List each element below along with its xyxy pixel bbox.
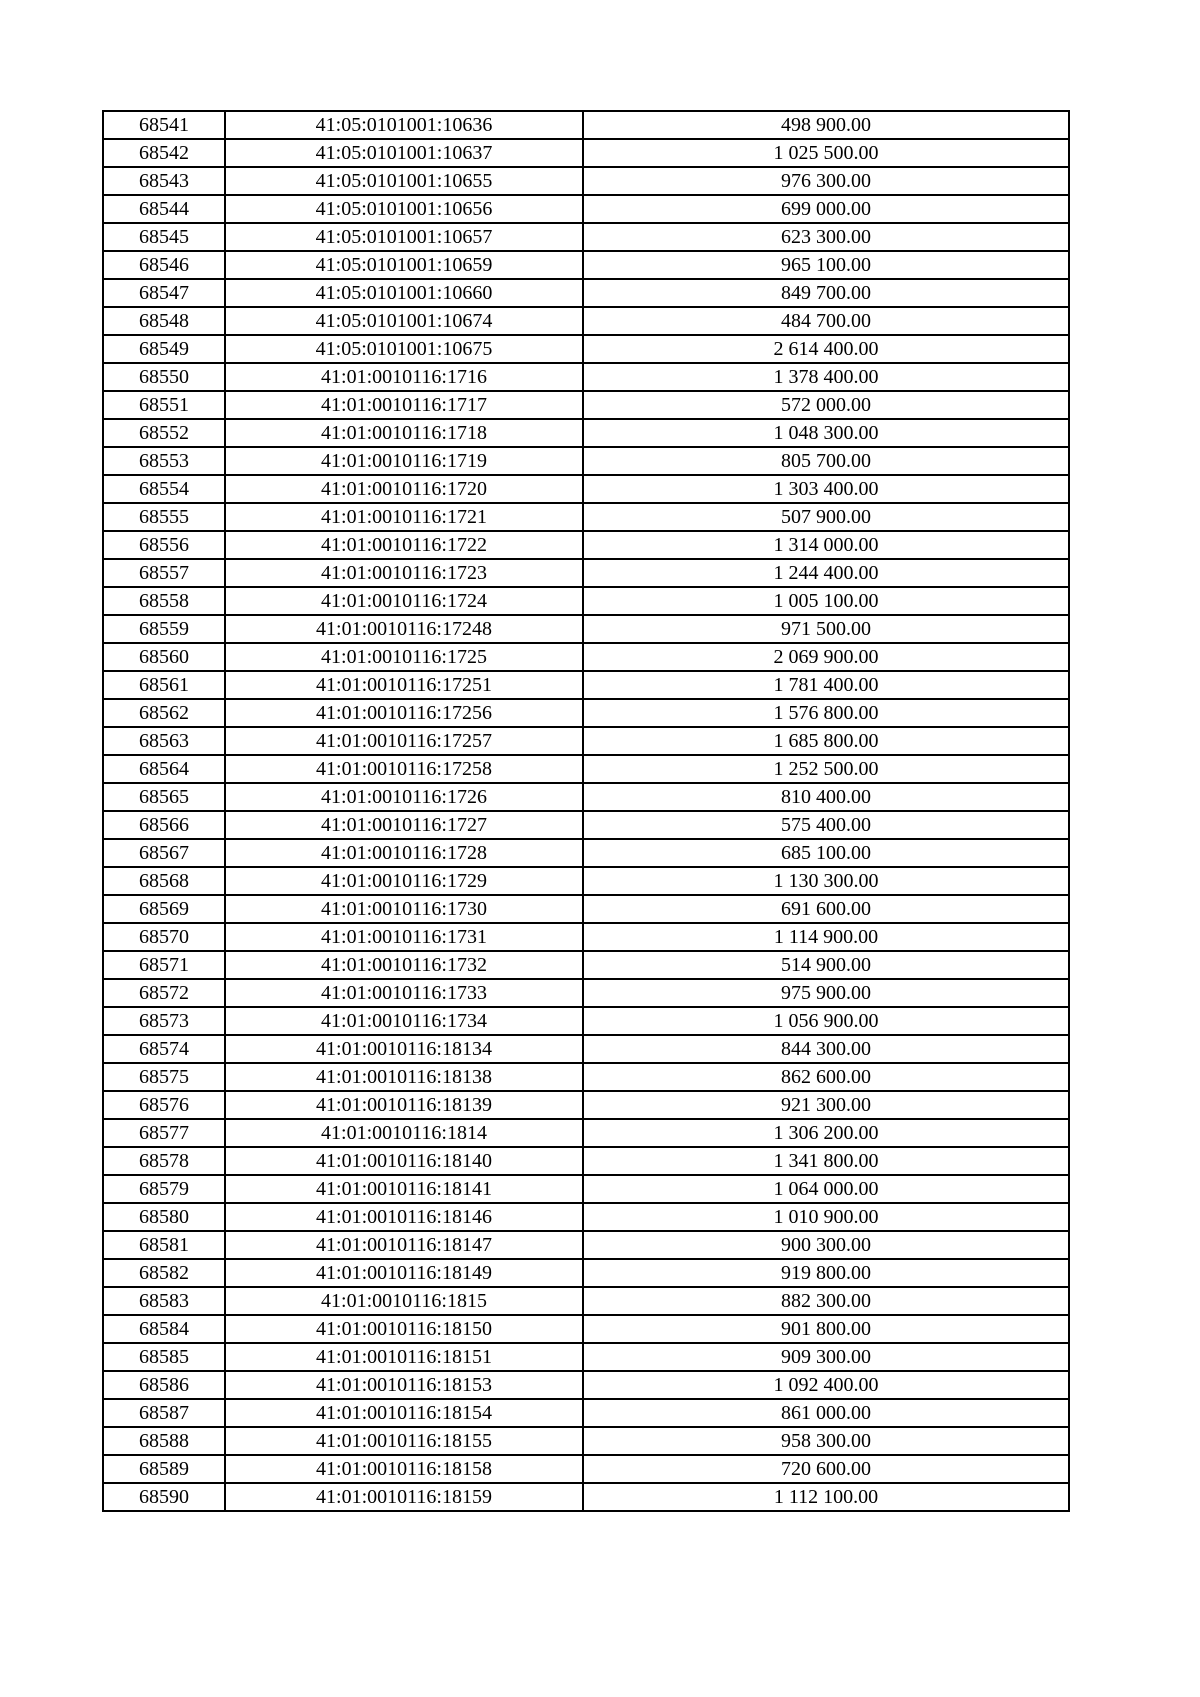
cadastral-number-cell: 41:01:0010116:18141 bbox=[225, 1175, 583, 1203]
cadastral-number-cell: 41:01:0010116:1814 bbox=[225, 1119, 583, 1147]
cadastral-value-cell: 810 400.00 bbox=[583, 783, 1069, 811]
table-body bbox=[103, 111, 1069, 1511]
cadastral-value-table bbox=[102, 110, 1070, 1512]
cadastral-number-cell: 41:01:0010116:1727 bbox=[225, 811, 583, 839]
cadastral-value-cell: 976 300.00 bbox=[583, 167, 1069, 195]
table-row bbox=[103, 895, 1069, 923]
row-number-cell: 68567 bbox=[103, 839, 225, 867]
table-row bbox=[103, 1287, 1069, 1315]
cadastral-number-cell: 41:01:0010116:1729 bbox=[225, 867, 583, 895]
table-row bbox=[103, 111, 1069, 139]
cadastral-value-cell: 849 700.00 bbox=[583, 279, 1069, 307]
cadastral-value-cell: 1 025 500.00 bbox=[583, 139, 1069, 167]
row-number-cell: 68563 bbox=[103, 727, 225, 755]
table-row bbox=[103, 279, 1069, 307]
table-row bbox=[103, 1315, 1069, 1343]
row-number-cell: 68542 bbox=[103, 139, 225, 167]
cadastral-value-cell: 1 244 400.00 bbox=[583, 559, 1069, 587]
row-number-cell: 68547 bbox=[103, 279, 225, 307]
row-number-cell: 68581 bbox=[103, 1231, 225, 1259]
cadastral-number-cell: 41:05:0101001:10660 bbox=[225, 279, 583, 307]
row-number-cell: 68564 bbox=[103, 755, 225, 783]
cadastral-number-cell: 41:05:0101001:10636 bbox=[225, 111, 583, 139]
cadastral-value-cell: 965 100.00 bbox=[583, 251, 1069, 279]
table-row bbox=[103, 139, 1069, 167]
cadastral-value-cell: 1 685 800.00 bbox=[583, 727, 1069, 755]
table-row bbox=[103, 1147, 1069, 1175]
cadastral-value-cell: 623 300.00 bbox=[583, 223, 1069, 251]
cadastral-value-cell: 2 069 900.00 bbox=[583, 643, 1069, 671]
cadastral-number-cell: 41:05:0101001:10656 bbox=[225, 195, 583, 223]
cadastral-value-cell: 975 900.00 bbox=[583, 979, 1069, 1007]
cadastral-value-cell: 498 900.00 bbox=[583, 111, 1069, 139]
cadastral-number-cell: 41:01:0010116:1730 bbox=[225, 895, 583, 923]
row-number-cell: 68579 bbox=[103, 1175, 225, 1203]
table-row bbox=[103, 419, 1069, 447]
cadastral-number-cell: 41:01:0010116:1724 bbox=[225, 587, 583, 615]
table-row bbox=[103, 979, 1069, 1007]
row-number-cell: 68552 bbox=[103, 419, 225, 447]
cadastral-number-cell: 41:01:0010116:18159 bbox=[225, 1483, 583, 1511]
row-number-cell: 68586 bbox=[103, 1371, 225, 1399]
table-row bbox=[103, 559, 1069, 587]
table-row bbox=[103, 1203, 1069, 1231]
cadastral-number-cell: 41:01:0010116:1719 bbox=[225, 447, 583, 475]
row-number-cell: 68551 bbox=[103, 391, 225, 419]
row-number-cell: 68554 bbox=[103, 475, 225, 503]
row-number-cell: 68549 bbox=[103, 335, 225, 363]
table-row bbox=[103, 867, 1069, 895]
cadastral-value-cell: 901 800.00 bbox=[583, 1315, 1069, 1343]
cadastral-number-cell: 41:01:0010116:1716 bbox=[225, 363, 583, 391]
table-row bbox=[103, 223, 1069, 251]
table-row bbox=[103, 923, 1069, 951]
row-number-cell: 68574 bbox=[103, 1035, 225, 1063]
table-row bbox=[103, 1175, 1069, 1203]
row-number-cell: 68546 bbox=[103, 251, 225, 279]
cadastral-number-cell: 41:01:0010116:1731 bbox=[225, 923, 583, 951]
cadastral-number-cell: 41:01:0010116:17256 bbox=[225, 699, 583, 727]
table-row bbox=[103, 1483, 1069, 1511]
cadastral-value-cell: 1 048 300.00 bbox=[583, 419, 1069, 447]
row-number-cell: 68580 bbox=[103, 1203, 225, 1231]
cadastral-value-cell: 1 378 400.00 bbox=[583, 363, 1069, 391]
table-row bbox=[103, 391, 1069, 419]
row-number-cell: 68583 bbox=[103, 1287, 225, 1315]
row-number-cell: 68561 bbox=[103, 671, 225, 699]
cadastral-value-cell: 720 600.00 bbox=[583, 1455, 1069, 1483]
table-row bbox=[103, 195, 1069, 223]
cadastral-number-cell: 41:05:0101001:10655 bbox=[225, 167, 583, 195]
cadastral-value-cell: 958 300.00 bbox=[583, 1427, 1069, 1455]
row-number-cell: 68572 bbox=[103, 979, 225, 1007]
table-row bbox=[103, 1455, 1069, 1483]
table-row bbox=[103, 643, 1069, 671]
table-row bbox=[103, 1063, 1069, 1091]
cadastral-value-cell: 1 576 800.00 bbox=[583, 699, 1069, 727]
row-number-cell: 68590 bbox=[103, 1483, 225, 1511]
row-number-cell: 68577 bbox=[103, 1119, 225, 1147]
cadastral-number-cell: 41:01:0010116:1725 bbox=[225, 643, 583, 671]
cadastral-value-cell: 862 600.00 bbox=[583, 1063, 1069, 1091]
cadastral-value-cell: 882 300.00 bbox=[583, 1287, 1069, 1315]
cadastral-value-cell: 1 114 900.00 bbox=[583, 923, 1069, 951]
table-row bbox=[103, 587, 1069, 615]
cadastral-number-cell: 41:01:0010116:1815 bbox=[225, 1287, 583, 1315]
table-row bbox=[103, 363, 1069, 391]
row-number-cell: 68578 bbox=[103, 1147, 225, 1175]
cadastral-number-cell: 41:01:0010116:17251 bbox=[225, 671, 583, 699]
row-number-cell: 68584 bbox=[103, 1315, 225, 1343]
table-row bbox=[103, 475, 1069, 503]
cadastral-value-cell: 1 306 200.00 bbox=[583, 1119, 1069, 1147]
cadastral-number-cell: 41:01:0010116:1721 bbox=[225, 503, 583, 531]
cadastral-number-cell: 41:01:0010116:18158 bbox=[225, 1455, 583, 1483]
cadastral-value-cell: 1 056 900.00 bbox=[583, 1007, 1069, 1035]
cadastral-value-cell: 514 900.00 bbox=[583, 951, 1069, 979]
cadastral-number-cell: 41:01:0010116:18155 bbox=[225, 1427, 583, 1455]
cadastral-number-cell: 41:01:0010116:18146 bbox=[225, 1203, 583, 1231]
table-row bbox=[103, 671, 1069, 699]
cadastral-value-cell: 900 300.00 bbox=[583, 1231, 1069, 1259]
row-number-cell: 68541 bbox=[103, 111, 225, 139]
row-number-cell: 68576 bbox=[103, 1091, 225, 1119]
row-number-cell: 68562 bbox=[103, 699, 225, 727]
cadastral-number-cell: 41:01:0010116:17258 bbox=[225, 755, 583, 783]
cadastral-value-cell: 1 303 400.00 bbox=[583, 475, 1069, 503]
cadastral-value-cell: 699 000.00 bbox=[583, 195, 1069, 223]
table-row bbox=[103, 531, 1069, 559]
table-row bbox=[103, 1119, 1069, 1147]
cadastral-value-cell: 691 600.00 bbox=[583, 895, 1069, 923]
cadastral-value-cell: 1 112 100.00 bbox=[583, 1483, 1069, 1511]
cadastral-value-cell: 685 100.00 bbox=[583, 839, 1069, 867]
table-row bbox=[103, 1427, 1069, 1455]
row-number-cell: 68587 bbox=[103, 1399, 225, 1427]
row-number-cell: 68565 bbox=[103, 783, 225, 811]
row-number-cell: 68568 bbox=[103, 867, 225, 895]
cadastral-value-cell: 1 781 400.00 bbox=[583, 671, 1069, 699]
cadastral-value-cell: 919 800.00 bbox=[583, 1259, 1069, 1287]
cadastral-value-cell: 1 092 400.00 bbox=[583, 1371, 1069, 1399]
cadastral-value-cell: 1 130 300.00 bbox=[583, 867, 1069, 895]
table-row bbox=[103, 447, 1069, 475]
cadastral-number-cell: 41:05:0101001:10674 bbox=[225, 307, 583, 335]
cadastral-number-cell: 41:01:0010116:17248 bbox=[225, 615, 583, 643]
table-row bbox=[103, 783, 1069, 811]
cadastral-number-cell: 41:01:0010116:18138 bbox=[225, 1063, 583, 1091]
cadastral-value-cell: 507 900.00 bbox=[583, 503, 1069, 531]
cadastral-value-cell: 971 500.00 bbox=[583, 615, 1069, 643]
row-number-cell: 68548 bbox=[103, 307, 225, 335]
table-row bbox=[103, 335, 1069, 363]
cadastral-value-cell: 575 400.00 bbox=[583, 811, 1069, 839]
table-row bbox=[103, 251, 1069, 279]
cadastral-number-cell: 41:01:0010116:1732 bbox=[225, 951, 583, 979]
cadastral-number-cell: 41:01:0010116:1722 bbox=[225, 531, 583, 559]
row-number-cell: 68588 bbox=[103, 1427, 225, 1455]
cadastral-number-cell: 41:01:0010116:1733 bbox=[225, 979, 583, 1007]
cadastral-value-cell: 1 341 800.00 bbox=[583, 1147, 1069, 1175]
cadastral-value-cell: 1 252 500.00 bbox=[583, 755, 1069, 783]
row-number-cell: 68573 bbox=[103, 1007, 225, 1035]
cadastral-number-cell: 41:01:0010116:18139 bbox=[225, 1091, 583, 1119]
row-number-cell: 68569 bbox=[103, 895, 225, 923]
table-row bbox=[103, 1259, 1069, 1287]
row-number-cell: 68553 bbox=[103, 447, 225, 475]
cadastral-number-cell: 41:01:0010116:17257 bbox=[225, 727, 583, 755]
table-row bbox=[103, 1371, 1069, 1399]
cadastral-number-cell: 41:01:0010116:1718 bbox=[225, 419, 583, 447]
cadastral-number-cell: 41:01:0010116:18151 bbox=[225, 1343, 583, 1371]
cadastral-number-cell: 41:01:0010116:18140 bbox=[225, 1147, 583, 1175]
row-number-cell: 68543 bbox=[103, 167, 225, 195]
table-row bbox=[103, 503, 1069, 531]
cadastral-number-cell: 41:01:0010116:18147 bbox=[225, 1231, 583, 1259]
table-row bbox=[103, 839, 1069, 867]
table-row bbox=[103, 951, 1069, 979]
table-row bbox=[103, 699, 1069, 727]
cadastral-number-cell: 41:01:0010116:18154 bbox=[225, 1399, 583, 1427]
cadastral-number-cell: 41:01:0010116:18134 bbox=[225, 1035, 583, 1063]
row-number-cell: 68570 bbox=[103, 923, 225, 951]
table-row bbox=[103, 1231, 1069, 1259]
row-number-cell: 68555 bbox=[103, 503, 225, 531]
table-row bbox=[103, 1343, 1069, 1371]
cadastral-number-cell: 41:01:0010116:1728 bbox=[225, 839, 583, 867]
cadastral-number-cell: 41:05:0101001:10637 bbox=[225, 139, 583, 167]
row-number-cell: 68558 bbox=[103, 587, 225, 615]
row-number-cell: 68560 bbox=[103, 643, 225, 671]
table-row bbox=[103, 811, 1069, 839]
cadastral-value-cell: 1 010 900.00 bbox=[583, 1203, 1069, 1231]
cadastral-value-cell: 861 000.00 bbox=[583, 1399, 1069, 1427]
row-number-cell: 68544 bbox=[103, 195, 225, 223]
cadastral-value-cell: 2 614 400.00 bbox=[583, 335, 1069, 363]
table-row bbox=[103, 1091, 1069, 1119]
cadastral-number-cell: 41:01:0010116:1726 bbox=[225, 783, 583, 811]
cadastral-number-cell: 41:01:0010116:1734 bbox=[225, 1007, 583, 1035]
row-number-cell: 68575 bbox=[103, 1063, 225, 1091]
row-number-cell: 68566 bbox=[103, 811, 225, 839]
cadastral-value-cell: 1 064 000.00 bbox=[583, 1175, 1069, 1203]
row-number-cell: 68559 bbox=[103, 615, 225, 643]
cadastral-number-cell: 41:05:0101001:10675 bbox=[225, 335, 583, 363]
table-row bbox=[103, 1035, 1069, 1063]
cadastral-number-cell: 41:05:0101001:10657 bbox=[225, 223, 583, 251]
cadastral-value-cell: 921 300.00 bbox=[583, 1091, 1069, 1119]
row-number-cell: 68582 bbox=[103, 1259, 225, 1287]
row-number-cell: 68557 bbox=[103, 559, 225, 587]
cadastral-value-cell: 572 000.00 bbox=[583, 391, 1069, 419]
cadastral-number-cell: 41:01:0010116:1717 bbox=[225, 391, 583, 419]
cadastral-value-cell: 1 005 100.00 bbox=[583, 587, 1069, 615]
table-row bbox=[103, 1007, 1069, 1035]
table-row bbox=[103, 755, 1069, 783]
cadastral-number-cell: 41:01:0010116:1720 bbox=[225, 475, 583, 503]
cadastral-value-cell: 909 300.00 bbox=[583, 1343, 1069, 1371]
cadastral-number-cell: 41:01:0010116:18149 bbox=[225, 1259, 583, 1287]
row-number-cell: 68589 bbox=[103, 1455, 225, 1483]
table-row bbox=[103, 615, 1069, 643]
cadastral-number-cell: 41:01:0010116:18150 bbox=[225, 1315, 583, 1343]
cadastral-number-cell: 41:05:0101001:10659 bbox=[225, 251, 583, 279]
cadastral-value-cell: 484 700.00 bbox=[583, 307, 1069, 335]
cadastral-number-cell: 41:01:0010116:18153 bbox=[225, 1371, 583, 1399]
row-number-cell: 68556 bbox=[103, 531, 225, 559]
cadastral-value-cell: 1 314 000.00 bbox=[583, 531, 1069, 559]
row-number-cell: 68550 bbox=[103, 363, 225, 391]
row-number-cell: 68585 bbox=[103, 1343, 225, 1371]
table-row bbox=[103, 307, 1069, 335]
table-row bbox=[103, 727, 1069, 755]
cadastral-value-cell: 844 300.00 bbox=[583, 1035, 1069, 1063]
row-number-cell: 68545 bbox=[103, 223, 225, 251]
cadastral-value-cell: 805 700.00 bbox=[583, 447, 1069, 475]
row-number-cell: 68571 bbox=[103, 951, 225, 979]
table-row bbox=[103, 167, 1069, 195]
table-row bbox=[103, 1399, 1069, 1427]
cadastral-number-cell: 41:01:0010116:1723 bbox=[225, 559, 583, 587]
